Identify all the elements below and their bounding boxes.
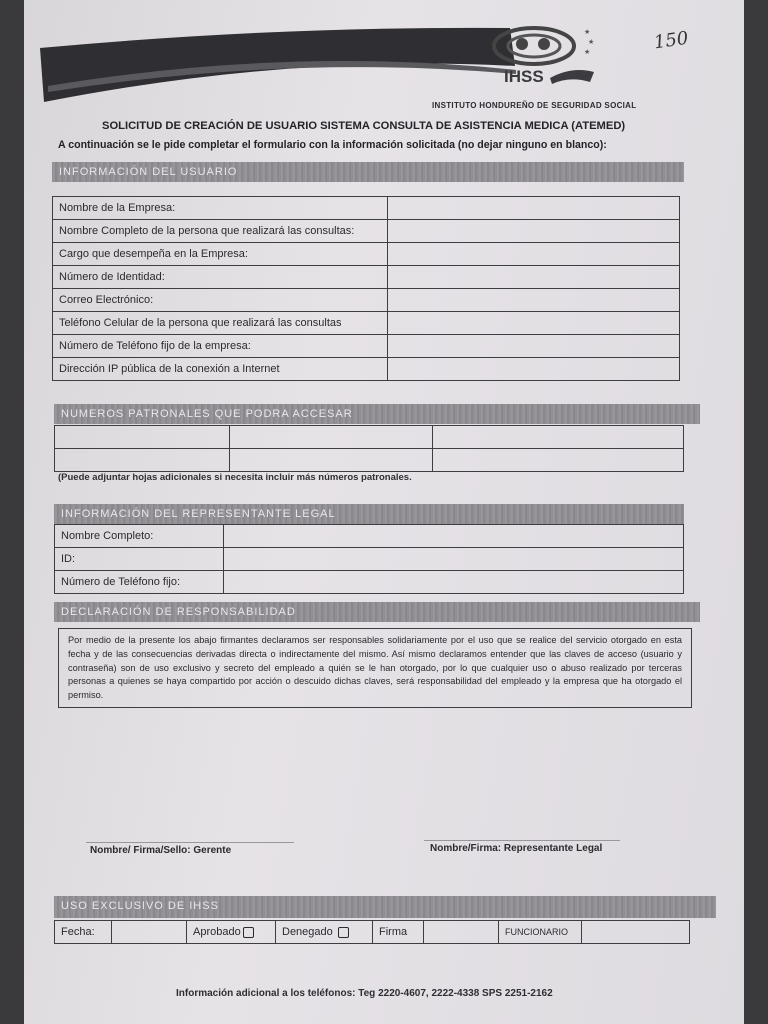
manager-signature-line[interactable] [86,842,294,843]
table-row [55,426,684,449]
firma-input[interactable] [424,921,499,944]
ihss-logo [472,22,602,92]
field-label: Nombre Completo de la persona que realizará las consultas: [53,220,388,243]
identity-number-input[interactable] [388,266,680,289]
form-page [24,0,744,1024]
section-employer-numbers-heading: NUMEROS PATRONALES QUE PODRA ACCESAR [54,404,700,424]
table-row [55,921,690,944]
employer-numbers-table [54,425,684,472]
field-label: ID: [55,548,224,571]
job-title-input[interactable] [388,243,680,266]
ihss-use-table [54,920,690,944]
rep-full-name-input[interactable] [224,525,684,548]
table-row [53,312,680,335]
logo-text: IHSS [504,67,544,86]
declaration-text: Por medio de la presente los abajo firmantes declaramos ser responsables solidariamente por el uso que se realice del servicio otorgado en esta fecha y de las consecuencias derivadas directa o indirectamente del mismo. Así mismo declaramos entender que las claves de acceso (usuario y contraseña) son de uso exclusivo y secreto del empleado a quién se le han otorgado, por lo que cualquier uso o abuso realizado por terceras personas a quienes se haya compartido por acción o descuido dichas claves, será responsabilidad del empleado y la empresa que ha otorgado el permiso. [58,628,692,708]
employer-number-cell[interactable] [433,426,684,449]
employer-number-cell[interactable] [433,449,684,472]
denegado-label: Denegado [282,926,333,938]
manager-signature-label: Nombre/ Firma/Sello: Gerente [90,845,232,856]
employer-number-cell[interactable] [55,449,230,472]
table-row [53,289,680,312]
field-label: Teléfono Celular de la persona que realizará las consultas [53,312,388,335]
fecha-input[interactable] [112,921,187,944]
email-input[interactable] [388,289,680,312]
section-legal-rep-heading: INFORMACIÓN DEL REPRESENTANTE LEGAL [54,504,684,524]
field-label: Correo Electrónico: [53,289,388,312]
field-label: Dirección IP pública de la conexión a Internet [53,358,388,381]
denegado-checkbox[interactable] [338,927,349,938]
rep-phone-input[interactable] [224,571,684,594]
table-row [53,220,680,243]
footer-contact-info: Información adicional a los teléfonos: Teg 2220-4607, 2222-4338 SPS 2251-2162 [176,988,553,999]
handwritten-page-number: 150 [652,27,690,54]
firma-label: Firma [373,921,424,944]
table-row [53,243,680,266]
public-ip-input[interactable] [388,358,680,381]
form-instructions: A continuación se le pide completar el formulario con la información solicitada (no dejar ninguno en blanco): [58,139,607,151]
denegado-option[interactable] [276,921,373,944]
mobile-phone-input[interactable] [388,312,680,335]
field-label: Número de Identidad: [53,266,388,289]
field-label: Cargo que desempeña en la Empresa: [53,243,388,266]
table-row [53,358,680,381]
legal-rep-signature-line[interactable] [424,840,620,841]
form-title: SOLICITUD DE CREACIÓN DE USUARIO SISTEMA CONSULTA DE ASISTENCIA MEDICA (ATEMED) [102,120,626,132]
rep-id-input[interactable] [224,548,684,571]
table-row [53,266,680,289]
table-row [55,571,684,594]
employer-number-cell[interactable] [230,449,433,472]
table-row [53,335,680,358]
employer-number-cell[interactable] [55,426,230,449]
fecha-label: Fecha: [55,921,112,944]
svg-text:★: ★ [584,28,591,36]
table-row [53,197,680,220]
table-row [55,525,684,548]
employer-number-cell[interactable] [230,426,433,449]
svg-text:★: ★ [588,38,595,46]
section-ihss-use-heading: USO EXCLUSIVO DE IHSS [54,896,716,918]
legal-rep-table [54,524,684,594]
svg-text:★: ★ [584,48,591,56]
table-row [55,548,684,571]
funcionario-input[interactable] [582,921,690,944]
aprobado-label: Aprobado [193,926,241,938]
field-label: Número de Teléfono fijo: [55,571,224,594]
funcionario-label: FUNCIONARIO [499,921,582,944]
user-info-table [52,196,680,381]
aprobado-option[interactable] [187,921,276,944]
field-label: Número de Teléfono fijo de la empresa: [53,335,388,358]
employer-numbers-note: (Puede adjuntar hojas adicionales si necesita incluir más números patronales. [58,472,412,483]
section-declaration-heading: DECLARACIÓN DE RESPONSABILIDAD [54,602,700,622]
section-user-info-heading: INFORMACIÓN DEL USUARIO [52,162,684,182]
table-row [55,449,684,472]
field-label: Nombre de la Empresa: [53,197,388,220]
header-banner-graphic [40,26,520,106]
full-name-input[interactable] [388,220,680,243]
company-name-input[interactable] [388,197,680,220]
institute-name: INSTITUTO HONDUREÑO DE SEGURIDAD SOCIAL [432,101,637,110]
company-phone-input[interactable] [388,335,680,358]
aprobado-checkbox[interactable] [243,927,254,938]
legal-rep-signature-label: Nombre/Firma: Representante Legal [430,843,603,854]
field-label: Nombre Completo: [55,525,224,548]
